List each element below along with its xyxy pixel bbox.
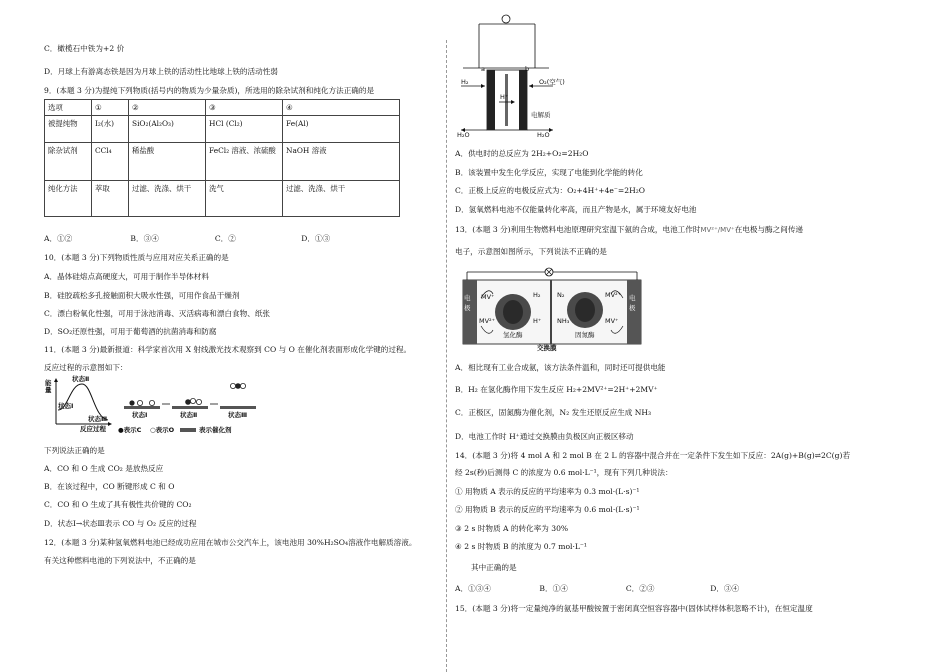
q12-option-a: A．供电时的总反应为 2H₂+O₂=2H₂O [455, 149, 589, 158]
fig12-h2o-left: H₂O [457, 131, 470, 139]
q11-stem-line1: 11．(本题 3 分)最新报道：科学家首次用 X 射线激光技术观察到 CO 与 O 在催化剂表面形成化学键的过程。 [44, 345, 412, 354]
fig11-s1: 状态Ⅰ [132, 411, 148, 419]
table-cell: ④ [283, 100, 400, 116]
fuel-cell-graphic [455, 12, 565, 140]
choice-b: B．①④ [539, 584, 568, 593]
q13-stem-line1 [455, 225, 803, 234]
q14-question: 其中正确的是 [471, 563, 517, 572]
fig11-state2: 状态Ⅱ [72, 375, 90, 383]
q10-stem: 10．(本题 3 分)下列物质性质与应用对应关系正确的是 [44, 253, 229, 262]
fig13-hplus: H⁺ [533, 317, 542, 325]
table-cell: 纯化方法 [45, 181, 92, 217]
fig13-n2: N₂ [557, 291, 565, 299]
q9-table [44, 99, 400, 217]
q13-figure [461, 264, 643, 352]
choice-a: A．①③④ [455, 584, 491, 593]
fig12-label-b: b [525, 65, 530, 73]
q10-option-d: D．SO₂还原性强，可用于葡萄酒的抗菌消毒和防腐 [44, 327, 217, 336]
q12-figure [455, 12, 565, 140]
q14-stem-line1: 14．(本题 3 分)将 4 mol A 和 2 mol B 在 2 L 的容器中混合并在一定条件下发生如下反应：2A(g)+B(g)⇌2C(g)若 [455, 451, 851, 460]
q14-item-3: ③ 2 s 时物质 A 的转化率为 30% [455, 524, 569, 533]
q14-item-2: ② 用物质 B 表示的反应的平均速率为 0.6 mol·(L·s)⁻¹ [455, 505, 640, 514]
fig12-o2: O₂(空气) [539, 78, 565, 86]
q10-option-a: A．晶体硅熔点高硬度大，可用于制作半导体材料 [44, 272, 209, 281]
table-cell: Fe(Al) [283, 116, 400, 143]
table-row [45, 116, 400, 143]
q12-stem-line2: 有关这种燃料电池的下列说法中，不正确的是 [44, 556, 196, 565]
fig13-right-electrode: 电极 [629, 294, 636, 312]
fig11-legend-o: ○表示O [150, 426, 175, 434]
q11-stem-line2: 反应过程的示意图如下： [44, 363, 128, 372]
q11-option-b: B．在该过程中，CO 断键形成 C 和 O [44, 482, 175, 491]
table-cell: ① [92, 100, 129, 116]
q11-option-a: A．CO 和 O 生成 CO₂ 是放热反应 [44, 464, 164, 473]
biofuel-cell-graphic [461, 264, 643, 352]
fig11-ylabel: 能量 [45, 379, 52, 394]
table-cell: ③ [206, 100, 283, 116]
choice-c: C．②③ [625, 584, 655, 593]
q13-option-a: A．相比现有工业合成氨，该方法条件温和，同时还可提供电能 [455, 363, 666, 372]
table-cell: I₂(水) [92, 116, 129, 143]
fig13-nh3: NH₃ [557, 317, 570, 325]
table-row [45, 181, 400, 217]
q13-option-d: D．电池工作时 H⁺通过交换膜由负极区向正极区移动 [455, 432, 634, 441]
table-cell: CCl₄ [92, 143, 129, 181]
q13-option-c: C．正极区，固氮酶为催化剂，N₂ 发生还原反应生成 NH₃ [455, 408, 652, 417]
fig11-legend-c: ●表示C [118, 426, 142, 434]
fig12-label-a: a [481, 65, 485, 73]
table-cell: 被提纯物 [45, 116, 92, 143]
q11-option-c: C．CO 和 O 生成了具有极性共价键的 CO₂ [44, 500, 192, 509]
table-cell: 洗气 [206, 181, 283, 217]
q13-option-b: B．H₂ 在氢化酶作用下发生反应 H₂+2MV²⁺=2H⁺+2MV⁺ [455, 385, 658, 394]
table-row [45, 143, 400, 181]
table-cell: SiO₂(Al₂O₃) [129, 116, 206, 143]
choice-a: A．①② [44, 234, 73, 243]
q12-option-b: B．该装置中发生化学反应，实现了电能到化学能的转化 [455, 168, 643, 177]
table-cell: 稀盐酸 [129, 143, 206, 181]
table-cell: 选项 [45, 100, 92, 116]
table-cell: 过滤、洗涤、烘干 [283, 181, 400, 217]
fig11-state3: 状态Ⅲ [88, 415, 108, 423]
table-cell: 除杂试剂 [45, 143, 92, 181]
q13-stem-line2: 电子，示意图如图所示，下列说法不正确的是 [455, 247, 607, 256]
column-divider [446, 40, 447, 672]
fig12-hplus: H⁺ [500, 93, 509, 101]
fig12-h2o-right: H₂O [537, 131, 550, 139]
q8-option-d: D．月球上有游离态铁是因为月球上铁的活动性比地球上铁的活动性弱 [44, 67, 278, 76]
fig11-s2: 状态Ⅱ [180, 411, 198, 419]
fig11-state1: 状态Ⅰ [58, 402, 74, 410]
q10-option-b: B．硅胶疏松多孔接触面积大吸水性强，可用作食品干燥剂 [44, 291, 240, 300]
q15-stem: 15．(本题 3 分)将一定量纯净的氨基甲酸铵置于密闭真空恒容容器中(固体试样体积忽略不计)，在恒定温度 [455, 604, 813, 613]
fig12-electrolyte: 电解质 [531, 111, 551, 119]
table-cell: FeCl₂ 溶液、浓硫酸 [206, 143, 283, 181]
q13-text-a: 13．(本题 3 分)利用生物燃料电池原理研究室温下氨的合成，电池工作时 [455, 225, 701, 234]
table-cell: 萃取 [92, 181, 129, 217]
fig11-legend-cat: 表示催化剂 [199, 426, 232, 434]
q8-option-c: C．橄榄石中铁为+2 价 [44, 44, 125, 53]
table-cell: NaOH 溶液 [283, 143, 400, 181]
fig13-mv-plus-left: MV⁺ [481, 293, 495, 301]
choice-b: B．③④ [130, 234, 159, 243]
q14-stem-line2: 经 2s(秒)后测得 C 的浓度为 0.6 mol·L⁻¹，现有下列几种说法： [455, 468, 673, 477]
table-cell: 过滤、洗涤、烘干 [129, 181, 206, 217]
fig13-mv-plus-right: MV⁺ [605, 317, 619, 325]
q13-formula: MV²⁺/MV⁺ [700, 226, 735, 234]
q9-choices [44, 234, 330, 243]
table-cell: HCl (Cl₂) [206, 116, 283, 143]
q12-stem-line1: 12．(本题 3 分)某种氢氧燃料电池已经成功应用在城市公交汽车上，该电池用 30%H₂SO₄溶液作电解质溶液。 [44, 538, 417, 547]
q12-option-d: D．氢氧燃料电池不仅能量转化率高，而且产物是水，属于环境友好电池 [455, 205, 697, 214]
fig11-xlabel: 反应过程 [80, 425, 106, 433]
q12-option-c: C．正极上反应的电极反应式为：O₂+4H⁺+4e⁻=2H₂O [455, 186, 645, 195]
q14-item-1: ① 用物质 A 表示的反应的平均速率为 0.3 mol·(L·s)⁻¹ [455, 487, 640, 496]
choice-c: C．② [214, 234, 236, 243]
fig13-mv2-plus-right: MV²⁺ [605, 291, 622, 299]
fig13-mv2-plus-left: MV²⁺ [479, 317, 496, 325]
q14-choices [455, 584, 739, 593]
fig13-enzyme1: 氢化酶 [503, 331, 523, 339]
q9-stem: 9．(本题 3 分)为提纯下列物质(括号内的物质为少量杂质)，所选用的除杂试剂和纯化方法正确的是 [44, 86, 375, 95]
q14-item-4: ④ 2 s 时物质 B 的浓度为 0.7 mol·L⁻¹ [455, 542, 587, 551]
choice-d: D．①③ [301, 234, 331, 243]
fig13-left-electrode: 电极 [464, 294, 471, 312]
fig13-enzyme2: 固氮酶 [575, 331, 595, 339]
choice-d: D．③④ [710, 584, 740, 593]
table-cell: ② [129, 100, 206, 116]
q11-question: 下列说法正确的是 [44, 446, 105, 455]
fig13-membrane: 交换膜 [537, 344, 557, 352]
q11-option-d: D．状态Ⅰ→状态Ⅲ表示 CO 与 O₂ 反应的过程 [44, 519, 197, 528]
q10-option-c: C．漂白粉氧化性强，可用于泳池消毒、灭活病毒和漂白食物、纸张 [44, 309, 271, 318]
q11-figure [44, 376, 264, 438]
fig13-h2: H₂ [533, 291, 541, 299]
table-header-row [45, 100, 400, 116]
fig11-s3: 状态Ⅲ [228, 411, 248, 419]
fig12-h2: H₂ [461, 78, 469, 86]
q13-text-c: 在电极与酶之间传递 [734, 225, 804, 234]
